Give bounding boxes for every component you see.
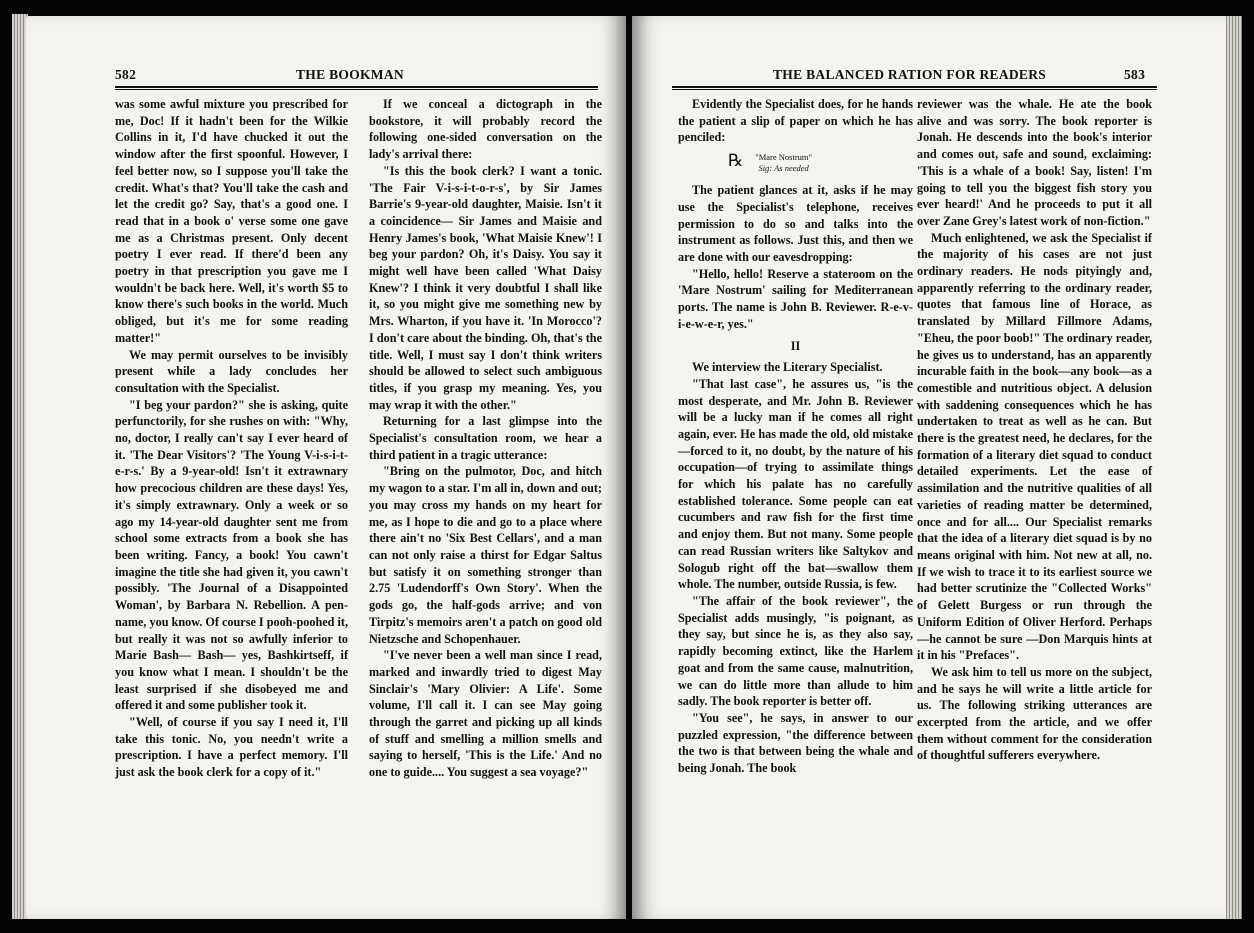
left-running-header <box>115 67 595 85</box>
left-running-head: THE BOOKMAN <box>296 67 404 82</box>
left-column-2 <box>369 96 602 781</box>
prescription-symbol-icon: ℞ <box>728 151 744 171</box>
paragraph: We ask him to tell us more on the subject, and he says he will write a little article for us. The following striking utterances are excerpted from the article, and we offer them without comment for the consideration of thoughtful sufferers everywhere. <box>917 664 1152 763</box>
paragraph: We may permit ourselves to be invisibly present while a lady concludes her consultation with the Specialist. <box>115 347 348 395</box>
right-page-number: 583 <box>1124 67 1146 82</box>
paragraph: "I beg your pardon?" she is asking, quite perfunctorily, for she rushes on with: "Why, no, doctor, I really can't say I ever heard of it. 'The Dear Visitors'? 'The Young V-i-s-i-t-e-r-s.' By a 9-year-old! Isn't it extrawnary how precocious children are these days! Yes, it's simply extrawnary. Only a week or so ago my 14-year-old daughter sent me from school some extracts from a book she has been writing. Fancy, a book! You cawn't imagine the title she had given it, you cawn't possibly. 'The Journal of a Disappointed Woman', by Barbara N. Rebellion. A pen-name, you know. Of course I pooh-poohed it, but really it was not so awfully inferior to Marie Bash— Bash— yes, Bashkirtseff, if you know what I mean. I shouldn't be the least surprised if she disobeyed me and offered it and some publisher took it. <box>115 397 348 713</box>
prescription-slip <box>728 152 913 174</box>
paragraph: "Is this the book clerk? I want a tonic. 'The Fair V-i-s-i-t-o-r-s', by Sir James Barrie's 9-year-old daughter, Maisie. Isn't it a coincidence— Sir James and Maisie and Henry James's book, 'What Maisie Knew'! I beg your pardon? Oh, it's Daisy. You say it might well have been called 'What Daisy Knew'? I think it very doubtful I shall like it, so you might give me something new by Mrs. Wharton, if you have it. 'In Morocco'? I don't care about the binding. Oh, that's the title. Well, I must say I don't think writers should be allowed to select such ambiguous titles, if you grasp my meaning. Yes, you may wrap it with the other." <box>369 163 602 412</box>
paragraph: "Well, of course if you say I need it, I'll take this tonic. No, you needn't write a prescription. I have a perfect memory. I'll just ask the book clerk for a copy of it." <box>115 715 348 780</box>
right-running-header <box>665 67 1155 85</box>
paragraph: reviewer was the whale. He ate the book alive and was sorry. The book reporter is Jonah. He descends into the book's interior and comes out, safe and sound, exclaiming: 'This is a whale of a book! Say, listen! I'm going to tell you the biggest fish story you ever heard!' And he proceeds to put it all over Zane Grey's latest work of non-fiction." <box>917 97 1152 228</box>
paragraph: If we conceal a dictograph in the bookstore, it will probably record the following one-sided conversation on the lady's arrival there: <box>369 97 602 162</box>
paragraph: "I've never been a well man since I read, marked and inwardly tried to digest May Sinclair's 'Mary Olivier: A Life'. Some volume, I'll call it. I can see May going through the garret and picking up all kinds of stuff and smelling a million smells and saying to herself, 'This is the Life.' And no one to guide.... You suggest a sea voyage?" <box>369 648 602 780</box>
paragraph: "You see", he says, in answer to our puzzled expression, "the difference between the two is that between being the whale and being Jonah. The book <box>678 710 913 776</box>
right-page-edges <box>1226 16 1242 919</box>
paragraph: "Bring on the pulmotor, Doc, and hitch my wagon to a star. I'm all in, down and out; you may cross my hands on my heart for me, as I hope to die and go to a place where there ain't no 'Six Best Cellars', and a man can not only raise a thirst for Edgar Saltus but satisfy it on something stronger than 2.75 'Ludendorff's Own Story'. When the gods go, the half-gods arrive; and von Tirpitz's memoirs aren't a patch on good old Nietzsche and Schopenhauer. <box>369 464 602 646</box>
paragraph: Evidently the Specialist does, for he hands the patient a slip of paper on which he has penciled: <box>678 97 913 145</box>
paragraph: Much enlightened, we ask the Specialist if the majority of his cases are not just ordinary readers. He nods pityingly and, apparently referring to the ordinary reader, quotes that famous line of Horace, as translated by Millard Fillmore Adams, "Eheu, the poor boob!" The ordinary reader, he gives us to understand, has an apparently incurable faith in the book—any book—as a comestible and nutritious object. A delusion with saddening consequences which he has undertaken to treat as well as he can. But there is the greatest need, he declares, for the formation of a literary diet squad to conduct detailed experiments. Let the ease of assimilation and the nutritive qualities of all varieties of reading matter be determined, once and for all.... Our Specialist remarks that the idea of a literary diet squad is by no means original with him. Not new at all, no. If we wish to trace it to its earliest source we had better scrutinize the "Collected Works" of Gelett Burgess or run through the Uniform Edition of Oliver Herford. Perhaps—he cannot be sure —Don Marquis hints at it in his "Prefaces". <box>917 230 1152 663</box>
prescription-line-1: "Mare Nostrum" <box>755 152 812 163</box>
left-page <box>26 16 626 919</box>
left-header-rule <box>115 86 598 90</box>
section-number: II <box>790 339 801 354</box>
paragraph: was some awful mixture you prescribed for me, Doc! If it hadn't been for the Wilkie Collins in it, I'd have chucked it out the window after the first spoonful. However, I feel better now, so I suppose you'll take the credit. What's that? You'll take the cash and let the credit go? Say, that's a good one. I read that in a book o' verse some one gave me as a Christmas present. Only decent poetry I ever read. If there'd been any poetry in that prescription you gave me I wouldn't be back here. Well, it's worth $5 to know there's such books in the world. Much obliged, but it's me for some reading matter!" <box>115 97 348 345</box>
paragraph: "Hello, hello! Reserve a stateroom on the 'Mare Nostrum' sailing for Mediterranean ports. The name is John B. Reviewer. R-e-v-i-e-w-e-r, yes." <box>678 266 913 331</box>
right-running-head: THE BALANCED RATION FOR READERS <box>773 67 1047 82</box>
left-page-number: 582 <box>115 67 137 82</box>
left-column-1 <box>115 96 348 781</box>
right-header-rule <box>672 86 1157 90</box>
right-column-1 <box>678 96 913 777</box>
paragraph: "That last case", he assures us, "is the most desperate, and Mr. John B. Reviewer will be a lucky man if he comes all right again, ever. He has made the old, old mistake—forced to it, no doubt, by the nature of his occupation—of trying to assimilate things for which his palate has no carefully established tolerance. Some people can eat cucumbers and raw fish for the first time and enjoy them. But not many. Some people can read Russian writers like Saltykov and Sologub right off the bat—swallow them whole. The number, outside Russia, is few. <box>678 376 913 592</box>
paragraph: "The affair of the book reviewer", the Specialist adds musingly, "is poignant, as they say, but since he is, as they also say, rapidly becoming extinct, like the Harlem goat and from the same cause, malnutrition, we can do little more than allude to him sadly. The book reporter is better off. <box>678 593 913 709</box>
right-page <box>632 16 1230 919</box>
paragraph: We interview the Literary Specialist. <box>692 360 883 375</box>
right-column-2 <box>917 96 1152 764</box>
prescription-line-2: Sig: As needed <box>758 163 809 174</box>
paragraph: Returning for a last glimpse into the Specialist's consultation room, we hear a third patient in a tragic utterance: <box>369 414 602 462</box>
paragraph: The patient glances at it, asks if he may use the Specialist's telephone, receives permission to do so and talks into the instrument as follows. Just this, and then we are done with our eavesdropping: <box>678 183 913 264</box>
